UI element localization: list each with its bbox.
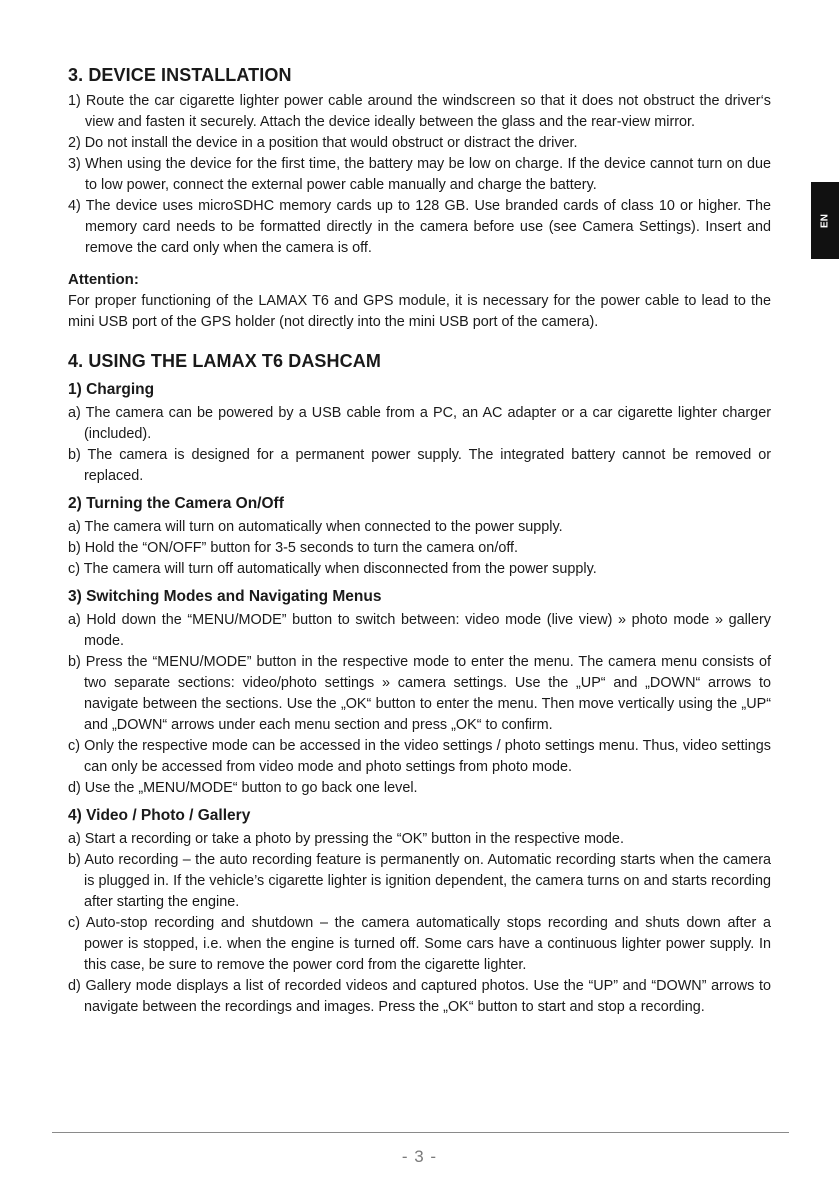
- page-content: [68, 63, 771, 1018]
- list-item: b) Auto recording – the auto recording feature is permanently on. Automatic recording starts when the camera is plugged in. If the vehicle’s cigarette lighter is ignition dependent, the camera turns on and starts recording after starting the engine.: [68, 852, 771, 910]
- attention-label: Attention:: [68, 271, 139, 288]
- list-item: c) Only the respective mode can be accessed in the video settings / photo settings menu. Thus, video settings can only be accessed from video mode and photo settings from photo mode.: [68, 738, 771, 775]
- list-item: 1) Route the car cigarette lighter power cable around the windscreen so that it does not obstruct the driver‘s view and fasten it securely. Attach the device ideally between the glass and the rear-view mirror.: [68, 93, 771, 130]
- list-item: d) Gallery mode displays a list of recorded videos and captured photos. Use the “UP” and “DOWN” arrows to navigate between the recordings and images. Press the „OK“ button to start and stop a recording.: [68, 978, 771, 1015]
- list-item: 4) The device uses microSDHC memory cards up to 128 GB. Use branded cards of class 10 or higher. The memory card needs to be formatted directly in the camera before use (see Camera Settings). Insert and remove the card only when the camera is off.: [68, 198, 771, 256]
- list-item: c) The camera will turn off automatically when disconnected from the power supply.: [68, 561, 597, 577]
- subsection-switching-title: 3) Switching Modes and Navigating Menus: [68, 588, 382, 605]
- attention-text: For proper functioning of the LAMAX T6 and GPS module, it is necessary for the power cable to lead to the mini USB port of the GPS holder (not directly into the mini USB port of the camera).: [68, 293, 771, 330]
- list-item: c) Auto-stop recording and shutdown – the camera automatically stops recording and shuts down after a power is stopped, i.e. when the engine is turned off. Some cars have a continuous lighter power supply. In this case, be sure to remove the power cord from the cigarette lighter.: [68, 915, 771, 973]
- subsection-charging-title: 1) Charging: [68, 381, 155, 398]
- list-item: 3) When using the device for the first time, the battery may be low on charge. If the device cannot turn on due to low power, connect the external power cable manually and charge the battery.: [68, 156, 771, 193]
- list-item: 2) Do not install the device in a position that would obstruct or distract the driver.: [68, 135, 578, 151]
- subsection-turning-title: 2) Turning the Camera On/Off: [68, 495, 284, 512]
- language-tab-label: EN: [819, 213, 831, 228]
- page-number: - 3 -: [401, 1147, 438, 1166]
- list-item: b) The camera is designed for a permanent power supply. The integrated battery cannot be removed or replaced.: [68, 447, 771, 484]
- list-item: a) The camera will turn on automatically when connected to the power supply.: [68, 519, 563, 535]
- section-3-title: 3. DEVICE INSTALLATION: [68, 65, 292, 85]
- list-item: d) Use the „MENU/MODE“ button to go back one level.: [68, 780, 418, 796]
- list-item: b) Hold the “ON/OFF” button for 3-5 seconds to turn the camera on/off.: [68, 540, 519, 556]
- language-tab: [811, 182, 839, 259]
- footer-divider: [52, 1132, 789, 1133]
- list-item: a) The camera can be powered by a USB cable from a PC, an AC adapter or a car cigarette lighter charger (included).: [68, 405, 771, 442]
- list-item: b) Press the “MENU/MODE” button in the respective mode to enter the menu. The camera menu consists of two separate sections: video/photo settings » camera settings. Use the „UP“ and „DOWN“ arrows to navigate between the sections. Use the „OK“ button to enter the menu. Then move vertically using the „UP“ and „DOWN“ arrows under each menu section and press „OK“ to confirm.: [68, 654, 771, 733]
- section-4-title: 4. USING THE LAMAX T6 DASHCAM: [68, 351, 381, 371]
- subsection-video-title: 4) Video / Photo / Gallery: [68, 807, 251, 824]
- list-item: a) Hold down the “MENU/MODE” button to switch between: video mode (live view) » photo mode » gallery mode.: [68, 612, 771, 649]
- list-item: a) Start a recording or take a photo by pressing the “OK” button in the respective mode.: [68, 831, 624, 847]
